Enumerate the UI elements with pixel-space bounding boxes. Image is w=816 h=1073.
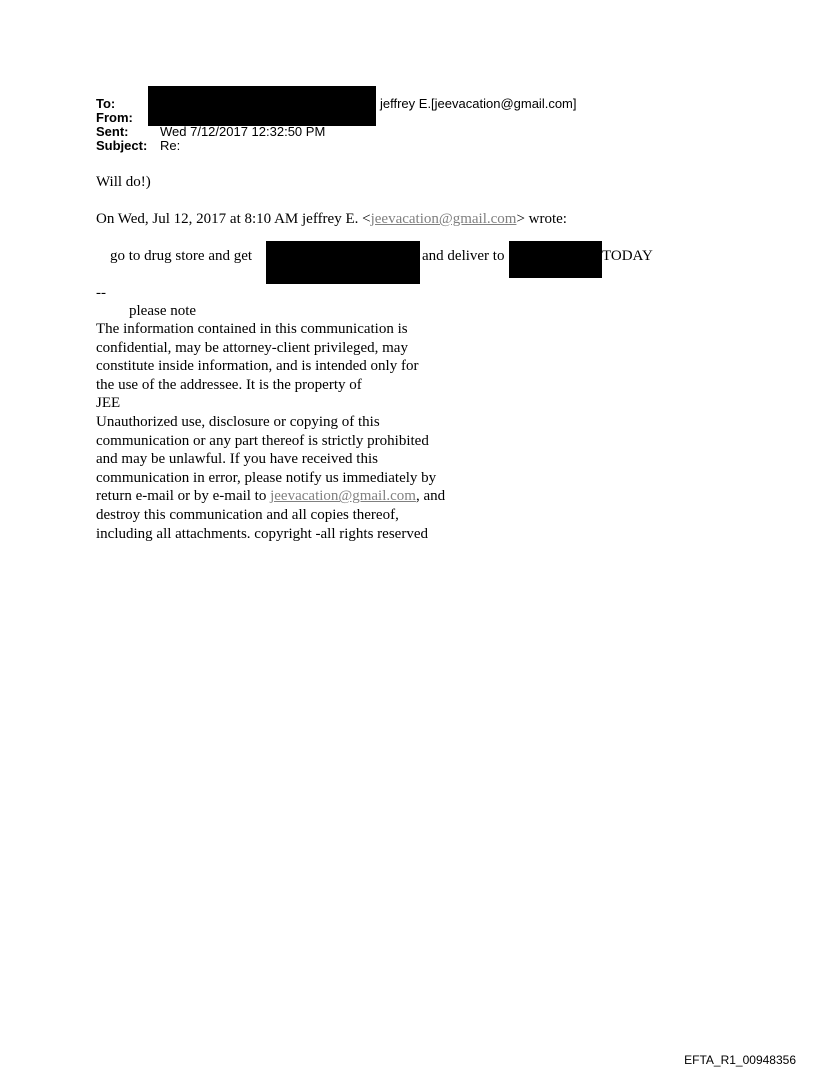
document-id: EFTA_R1_00948356 <box>684 1053 796 1067</box>
to-label: To: <box>96 96 116 111</box>
disclaimer-email-link[interactable]: jeevacation@gmail.com <box>270 488 416 505</box>
disclaimer-line: confidential, may be attorney-client privileged, may <box>96 339 408 356</box>
quoted-text-3: TODAY <box>602 248 653 264</box>
reply-text: Will do!) <box>96 174 151 190</box>
quote-suffix: > wrote: <box>516 211 567 227</box>
to-value: jeffrey E.[jeevacation@gmail.com] <box>380 96 577 111</box>
disclaimer-email-line <box>96 487 496 506</box>
signature-note: please note <box>129 303 197 319</box>
disclaimer-line: and may be unlawful. If you have received this <box>96 451 378 468</box>
disclaimer-line: constitute inside information, and is intended only for <box>96 358 419 375</box>
disclaimer-block <box>96 320 496 543</box>
redaction-block <box>509 241 602 278</box>
disclaimer-line: The information contained in this communication is <box>96 321 408 337</box>
quoted-text-2: and deliver to <box>422 248 505 264</box>
redaction-block <box>148 86 376 126</box>
quote-prefix: On Wed, Jul 12, 2017 at 8:10 AM jeffrey E. < <box>96 211 371 227</box>
redaction-block <box>266 241 420 284</box>
disclaimer-line: Unauthorized use, disclosure or copying of this <box>96 413 380 430</box>
disclaimer-line: including all attachments. copyright -all rights reserved <box>96 525 428 542</box>
quote-header <box>96 210 567 228</box>
disclaimer-line: JEE <box>96 395 121 412</box>
from-label: From: <box>96 110 133 125</box>
subject-label: Subject: <box>96 138 148 153</box>
disclaimer-line: destroy this communication and all copies thereof, <box>96 506 399 523</box>
sent-value: Wed 7/12/2017 12:32:50 PM <box>160 124 326 139</box>
signature-separator: -- <box>96 285 106 301</box>
disclaimer-line: the use of the addressee. It is the property of <box>96 376 362 393</box>
quoted-text-1: go to drug store and get <box>110 248 253 264</box>
disclaimer-email-prefix: return e-mail or by e-mail to <box>96 488 271 505</box>
subject-value: Re: <box>160 138 181 153</box>
disclaimer-line: communication or any part thereof is strictly prohibited <box>96 432 429 449</box>
disclaimer-line: communication in error, please notify us immediately by <box>96 469 437 486</box>
quote-email-link[interactable]: jeevacation@gmail.com <box>370 211 517 227</box>
sent-label: Sent: <box>96 124 129 139</box>
disclaimer-email-suffix: , and <box>415 488 446 505</box>
